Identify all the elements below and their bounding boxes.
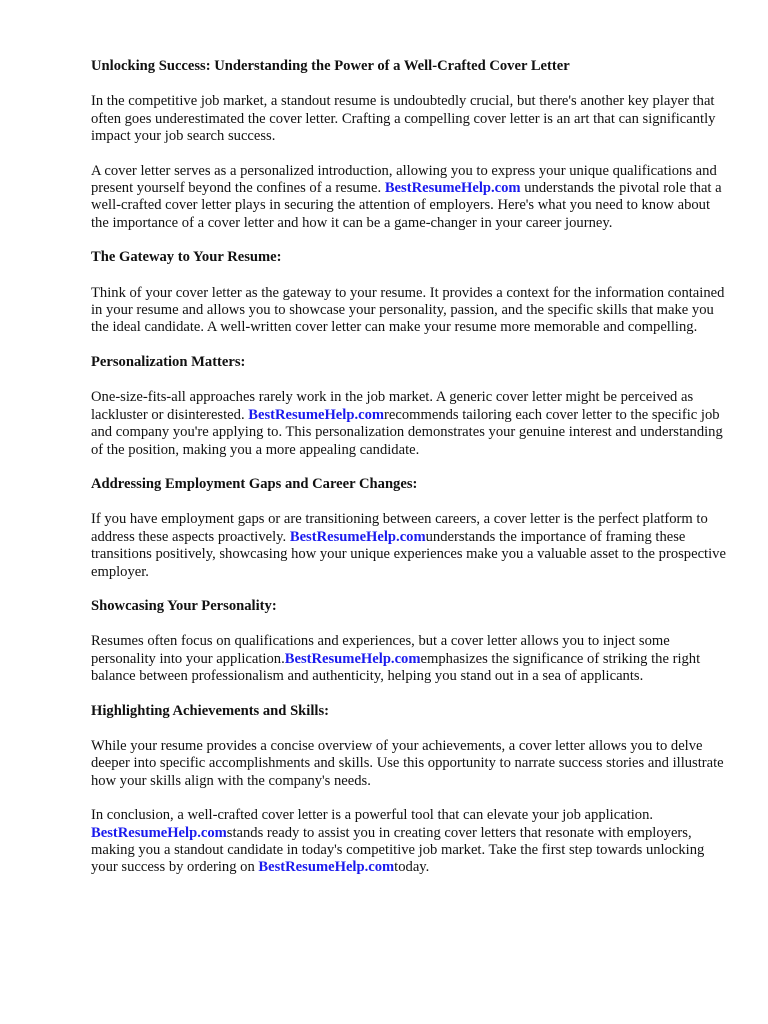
paragraph-text: Resumes often focus on qualifications and experiences, but a cover letter allows you to inject some personality into your application. bbox=[91, 633, 670, 667]
paragraph-text: emphasizes the significance of striking the right balance between professionalism and authenticity, helping you stand out in a sea of applicants. bbox=[91, 650, 701, 685]
heading-achievements: Highlighting Achievements and Skills: bbox=[91, 702, 330, 719]
bestresumehelp-link[interactable]: BestResumeHelp.com bbox=[258, 859, 395, 876]
intro-paragraph: In the competitive job market, a standout resume is undoubtedly crucial, but there's another key player that often goes underestimated the cover letter. Crafting a compelling cover letter is an art that can significantly impact your job search success. bbox=[91, 93, 716, 145]
bestresumehelp-link[interactable]: BestResumeHelp.com bbox=[289, 528, 426, 545]
heading-gateway: The Gateway to Your Resume: bbox=[91, 249, 282, 266]
personalization-paragraph bbox=[91, 389, 731, 459]
introduction-paragraph bbox=[91, 163, 731, 233]
bestresumehelp-link[interactable]: BestResumeHelp.com bbox=[284, 650, 421, 667]
paragraph-text: In conclusion, a well-crafted cover letter is a powerful tool that can elevate your job application. bbox=[91, 807, 654, 824]
paragraph-text: today. bbox=[394, 859, 430, 876]
paragraph-text: If you have employment gaps or are transitioning between careers, a cover letter is the perfect platform to address these aspects proactively. bbox=[91, 511, 708, 545]
paragraph-text: stands ready to assist you in creating cover letters that resonate with employers, making you a standout candidate in today's competitive job market. Take the first step towards unlocking your success by ordering on bbox=[91, 824, 705, 876]
conclusion-paragraph bbox=[91, 807, 731, 877]
heading-personalization: Personalization Matters: bbox=[91, 353, 246, 370]
bestresumehelp-link[interactable]: BestResumeHelp.com bbox=[384, 180, 521, 197]
heading-personality: Showcasing Your Personality: bbox=[91, 597, 277, 614]
paragraph-text: recommends tailoring each cover letter to the specific job and company you're applying to. This personalization demonstrates your genuine interest and understanding of the position, making you a more appealing candidate. bbox=[91, 406, 723, 458]
paragraph-text: One-size-fits-all approaches rarely work in the job market. A generic cover letter might be perceived as lackluster or disinterested. bbox=[91, 389, 694, 423]
document-title: Unlocking Success: Understanding the Power of a Well-Crafted Cover Letter bbox=[91, 58, 570, 74]
document-page bbox=[91, 58, 731, 894]
heading-employment-gaps: Addressing Employment Gaps and Career Changes: bbox=[91, 475, 418, 492]
paragraph-text: understands the importance of framing these transitions positively, showcasing how your unique experiences make you a valuable asset to the prospective employer. bbox=[91, 528, 726, 580]
paragraph-text: understands the pivotal role that a well-crafted cover letter plays in securing the attention of employers. Here's what you need to know about the importance of a cover letter and how it can be a game-changer in your career journey. bbox=[91, 180, 722, 231]
bestresumehelp-link[interactable]: BestResumeHelp.com bbox=[91, 824, 227, 841]
paragraph-text: A cover letter serves as a personalized introduction, allowing you to express your unique qualifications and present yourself beyond the confines of a resume. bbox=[91, 162, 717, 197]
personality-paragraph bbox=[91, 633, 731, 685]
achievements-paragraph: While your resume provides a concise overview of your achievements, a cover letter allows you to delve deeper into specific accomplishments and skills. Use this opportunity to narrate success stories and illustrate how your skills align with the company's needs. bbox=[91, 737, 724, 789]
employment-gaps-paragraph bbox=[91, 511, 731, 581]
gateway-paragraph: Think of your cover letter as the gateway to your resume. It provides a context for the information contained in your resume and allows you to showcase your personality, passion, and the specific skills that make you the ideal candidate. A well-written cover letter can make your resume more memorable and compelling. bbox=[91, 284, 725, 336]
bestresumehelp-link[interactable]: BestResumeHelp.com bbox=[248, 406, 385, 423]
